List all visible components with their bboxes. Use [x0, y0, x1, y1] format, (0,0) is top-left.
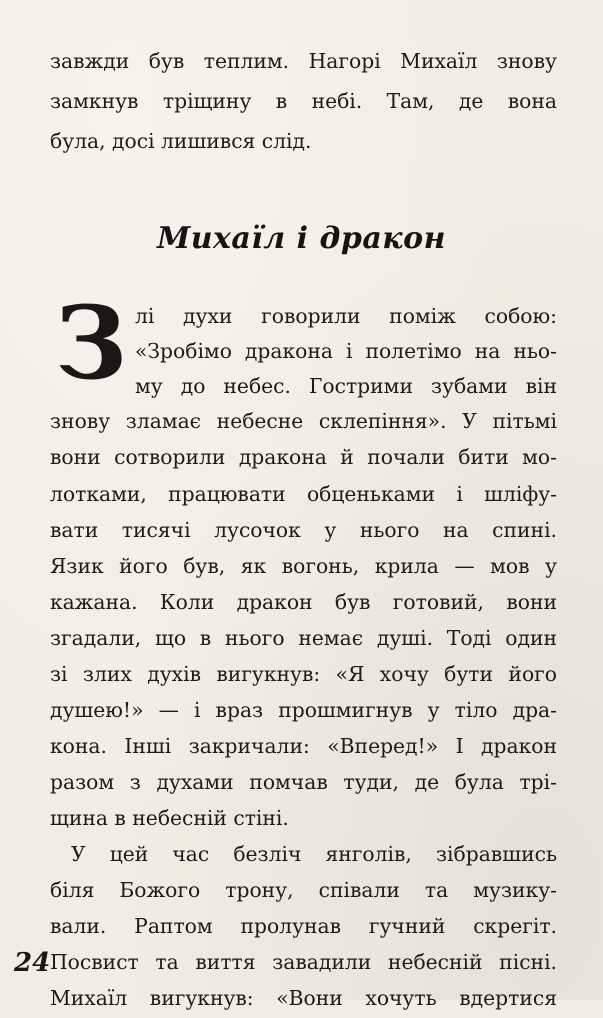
text-line: лотками, працювати обценьками і шліфу- [50, 482, 557, 506]
text-line: Михаїл вигукнув: «Вони хочуть вдертися [50, 986, 557, 1010]
text-line: вони сотворили дракона й почали бити мо- [50, 445, 557, 469]
drop-cap-letter: З [54, 284, 128, 402]
text-line: біля Божого трону, співали та музику- [50, 878, 557, 902]
text-line: лі духи говорили поміж собою: [135, 304, 557, 328]
text-line: вали. Раптом пролунав гучний скрегіт. [50, 914, 557, 938]
text-line: Посвист та виття завадили небесній пісні. [50, 950, 557, 974]
text-line: разом з духами помчав туди, де була трі- [50, 770, 557, 794]
text-line: зі злих духів вигукнув: «Я хочу бути його [50, 662, 557, 686]
text-line: згадали, що в нього немає душі. Тоді один [50, 626, 557, 650]
text-line: вати тисячі лусочок у нього на спині. [50, 518, 557, 542]
chapter-heading: Михаїл і дракон [157, 221, 446, 256]
page-number: 24 [14, 948, 51, 978]
text-line: му до небес. Гострими зубами він [135, 374, 557, 398]
text-line: завжди був теплим. Нагорі Михаїл знову [50, 49, 557, 73]
text-line: кона. Інші закричали: «Вперед!» І дракон [50, 734, 557, 758]
text-line: щина в небесній стіні. [50, 806, 289, 830]
text-line: Язик його був, як вогонь, крила — мов у [50, 554, 557, 578]
text-line: знову зламає небесне склепіння». У пітьмі [50, 409, 557, 433]
text-line: душею!» — і враз прошмигнув у тіло дра- [50, 698, 557, 722]
text-line: «Зробімо дракона і полетімо на ньо- [135, 339, 557, 363]
text-line: була, досі лишився слід. [50, 129, 312, 153]
text-line: У цей час безліч янголів, зібравшись [71, 842, 557, 866]
text-line: кажана. Коли дракон був готовий, вони [50, 590, 557, 614]
text-line: замкнув тріщину в небі. Там, де вона [50, 89, 557, 113]
